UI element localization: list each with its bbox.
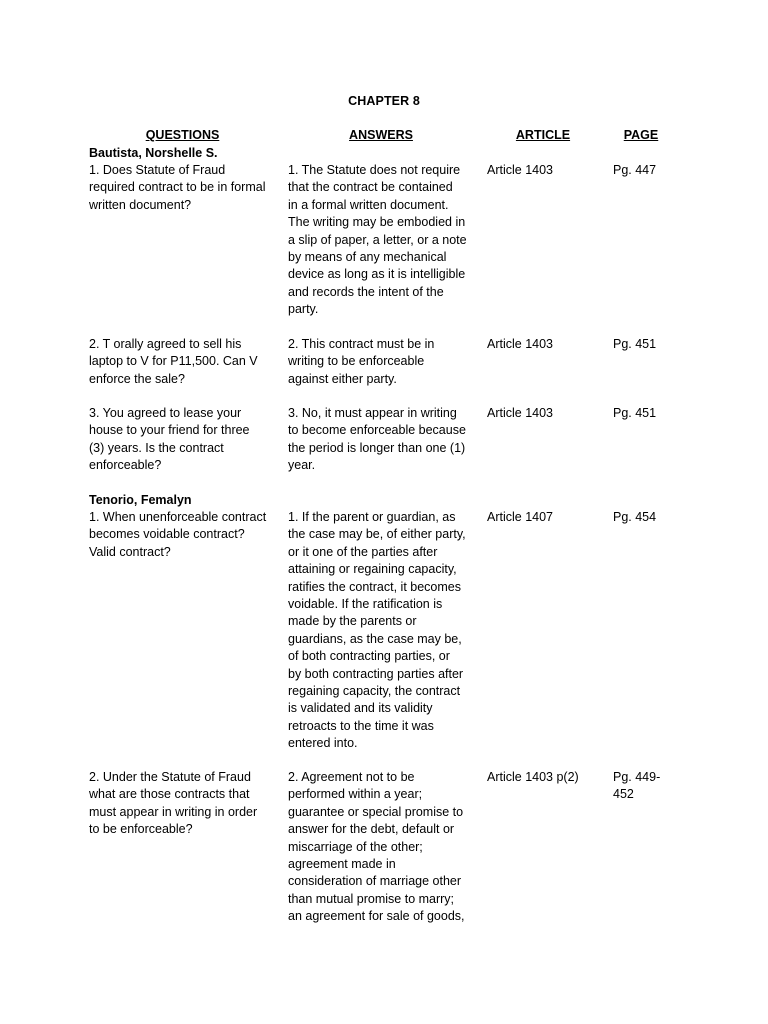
answer-cell: 2. This contract must be in writing to be enforceable against either party. [288, 337, 435, 386]
question-cell: 2. T orally agreed to sell his laptop to V for P11,500. Can V enforce the sale? [89, 337, 258, 386]
student-name-tenorio: Tenorio, Femalyn [89, 493, 192, 507]
header-answers: ANSWERS [349, 128, 413, 142]
article-cell: Article 1403 [487, 163, 554, 177]
question-cell: 3. You agreed to lease your house to your friend for three (3) years. Is the contract enforceable? [89, 406, 250, 473]
question-cell: 1. When unenforceable contract becomes voidable contract? Valid contract? [89, 510, 267, 559]
article-cell: Article 1407 [487, 510, 554, 524]
header-article: ARTICLE [515, 128, 571, 142]
question-cell: 1. Does Statute of Fraud required contract to be in formal written document? [89, 163, 266, 212]
page-cell: Pg. 454 [613, 510, 657, 524]
answer-cell: 2. Agreement not to be performed within a year; guarantee or special promise to answer for the debt, default or miscarriage of the other; agreement made in consideration of marriage other than mutual promise to marry; an agreement for sale of goods, [288, 770, 465, 924]
header-questions: QUESTIONS [145, 128, 220, 142]
article-cell: Article 1403 [487, 337, 554, 351]
answer-cell: 1. The Statute does not require that the contract be contained in a formal written document. The writing may be embodied in a slip of paper, a letter, or a note by means of any mechanical device as long as it is intelligible and records the intent of the party. [288, 163, 467, 317]
chapter-title: CHAPTER 8 [348, 94, 420, 108]
question-cell: 2. Under the Statute of Fraud what are those contracts that must appear in writing in order to be enforceable? [89, 770, 258, 837]
student-name-bautista: Bautista, Norshelle S. [89, 146, 218, 160]
header-page: PAGE [623, 128, 659, 142]
article-cell: Article 1403 p(2) [487, 770, 579, 784]
answer-cell: 3. No, it must appear in writing to become enforceable because the period is longer than one (1) year. [288, 406, 466, 473]
answer-cell: 1. If the parent or guardian, as the case may be, of either party, or it one of the parties after attaining or regaining capacity, ratifies the contract, it becomes voidable. If the ratification is made by the parents or guardians, as the case may be, of both contracting parties, or by both contracting parties after regaining capacity, the contract is validated and its validity retroacts to the time it was entered into. [288, 510, 466, 751]
article-cell: Article 1403 [487, 406, 554, 420]
page-cell: Pg. 451 [613, 406, 657, 420]
page-cell: Pg. 451 [613, 337, 657, 351]
page-cell: Pg. 447 [613, 163, 657, 177]
page-cell: Pg. 449- 452 [613, 770, 661, 802]
